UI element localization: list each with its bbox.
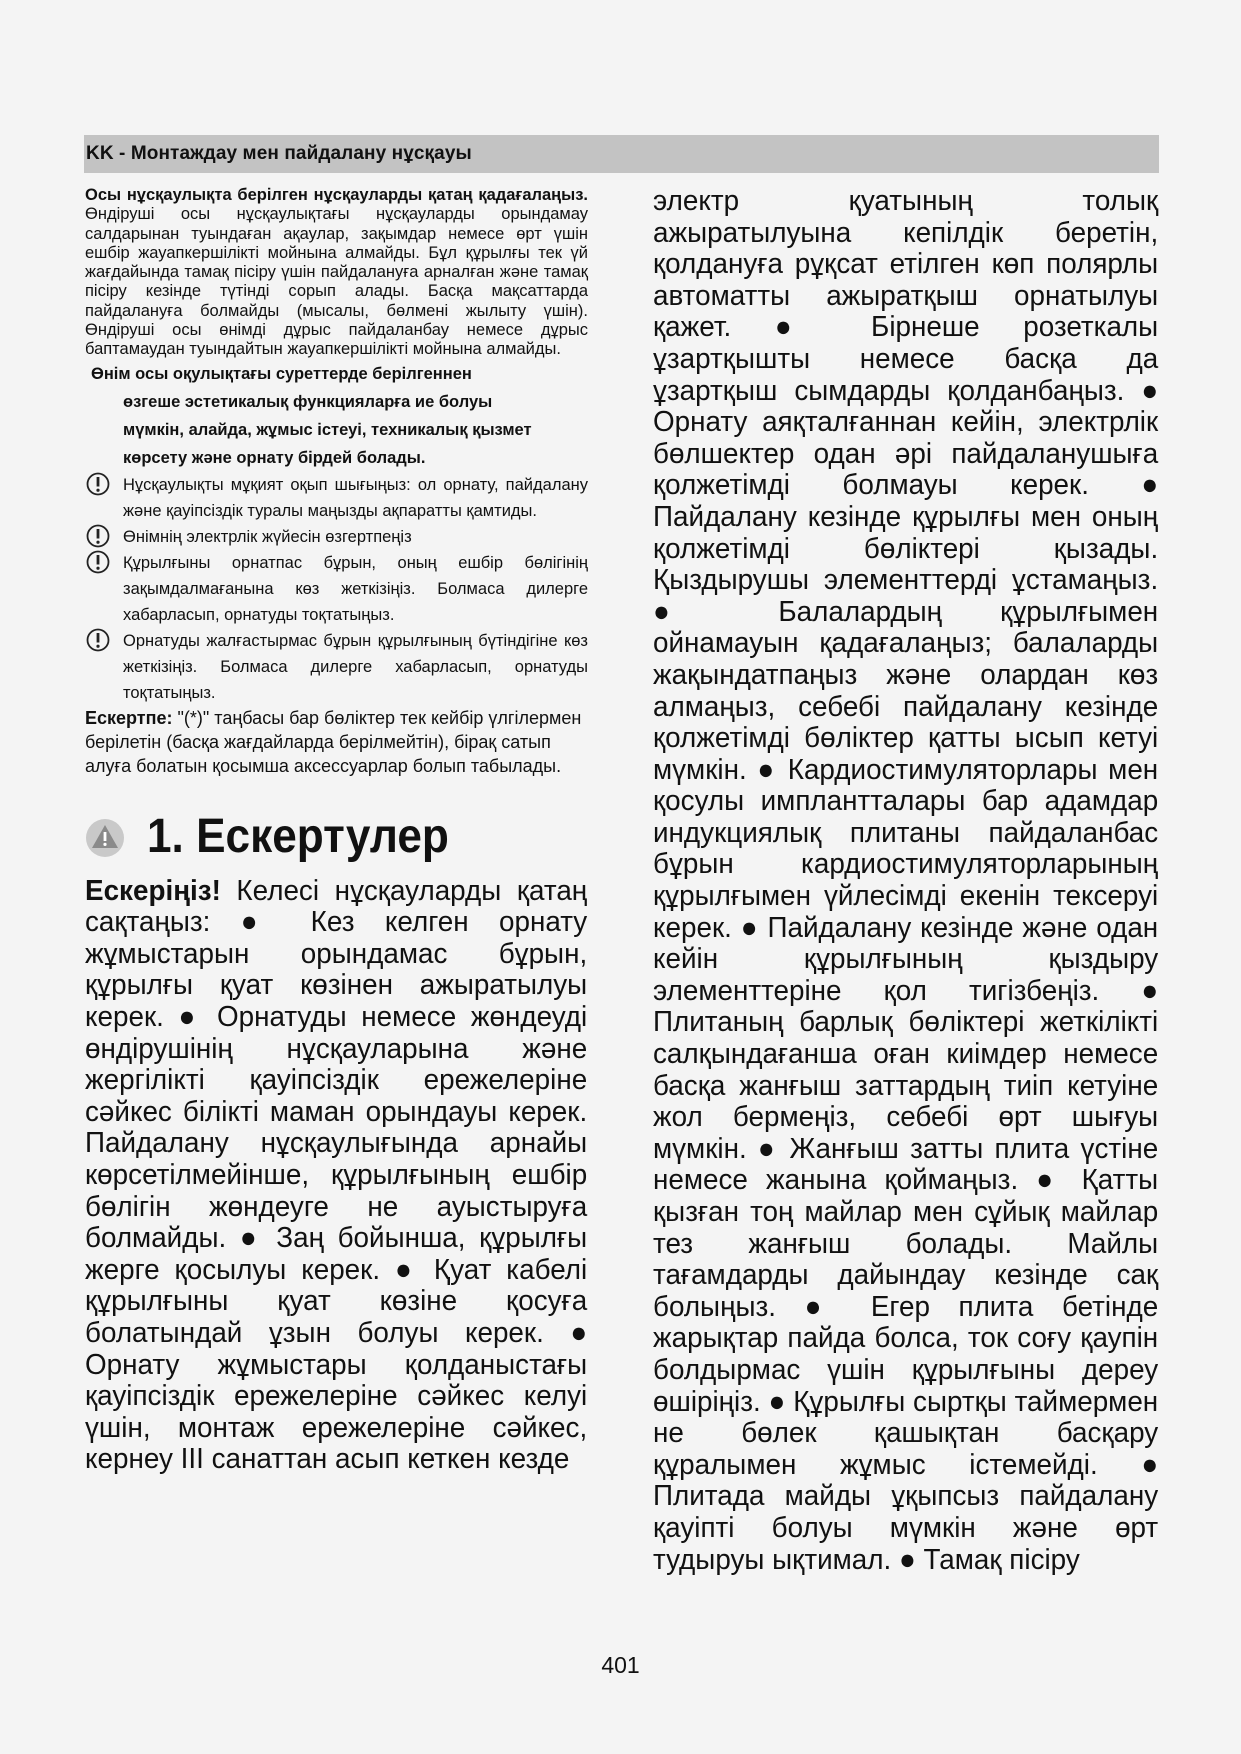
note-paragraph [85, 706, 588, 778]
warning-text-1: Нұсқаулықты мұқият оқып шығыңыз: ол орнату, пайдалану және қауіпсіздік туралы маңызды ақпаратты қамтиды. [123, 475, 588, 520]
header-title: KK - Монтаждау мен пайдалану нұсқауы [86, 143, 472, 164]
exclamation-circle-icon [85, 472, 111, 498]
warning-text-3: Құрылғыны орнатпас бұрын, оның ешбір бөлігінің зақымдалмағанына көз жеткізіңіз. Болмаса дилерге хабарласып, орнатуды тоқтатыңыз. [123, 553, 588, 624]
warning-text-4: Орнатуды жалғастырмас бұрын құрылғының бүтіндігіне көз жеткізіңіз. Болмаса дилерге хабарласып, орнатуды тоқтатыңыз. [123, 631, 588, 702]
product-note-line-1: Өнім осы оқулықтағы суреттерде берілгеннен [91, 364, 472, 383]
intro-bold-lead: Осы нұсқаулықта берілген нұсқауларды қатаң қадағалаңыз. [85, 186, 588, 204]
left-column [85, 186, 588, 1476]
product-note [85, 360, 588, 472]
note-text: "(*)" таңбасы бар бөліктер тек кейбір үлгілермен берілетін (басқа жағдайларда берілмейтін), бірақ сатып алуға болатын қосымша аксессуарлар болып табылады. [85, 707, 582, 776]
exclamation-circle-icon [85, 628, 111, 654]
warning-triangle-icon [85, 818, 125, 858]
product-note-line-4: көрсету және орнату бірдей болады. [123, 448, 426, 467]
section-heading [85, 806, 588, 876]
warning-item-2 [85, 524, 588, 550]
page-number: 401 [601, 1652, 640, 1678]
right-body-text: электр қуатының толық ажыратылуына кепілдік беретін, қолдануға рұқсат етілген көп полярлы автоматты ажыратқыш орнатылуы қажет. ● Бірнеше розеткалы ұзартқышты немесе басқа да ұзартқыш сымдарды қолданбаңыз. ● Орнату аяқталғаннан кейін, электрлік бөлшектер одан әрі пайдаланушыға қолжетімді болмауы керек. ● Пайдалану кезінде құрылғы мен оның қолжетімді бөліктері қызады. Қыздырушы элементтерді ұстамаңыз. ● Балалардың құрылғымен ойнамауын қадағалаңыз; балаларды жақындатпаңыз және олардан көз алмаңыз, себебі пайдалану кезінде қолжетімді бөліктер қатты ысып кетуі мүмкін. ● Кардиостимуляторлары мен қосулы имплантталары бар адамдар индукциялық плитаны пайдаланбас бұрын кардиостимуляторларының құрылғымен үйлесімді екенін тексеруі керек. ● Пайдалану кезінде және одан кейін құрылғының қыздыру элементтеріне қол тигізбеңіз. ● Плитаның барлық бөліктері жеткілікті салқындағанша оған киімдер немесе басқа жанғыш заттардың тиіп кетуіне жол бермеңіз, себебі өрт шығуы мүмкін. ● Жанғыш затты плита үстіне немесе жанына қоймаңыз. ● Қатты қызған тоң майлар мен сұйық майлар тез жанғыш болады. Майлы тағамдарды дайындау кезінде сақ болыңыз. ● Егер плита бетінде жарықтар пайда болса, ток соғу қаупін болдырмас үшін құрылғыны дереу өшіріңіз. ● Құрылғы сыртқы таймермен не бөлек қашықтан басқару құралымен жұмыс істемейді. ● Плитада майды ұқыпсыз пайдалану қауіпті болуы мүмкін және өрт тудыруы ықтимал. ● Тамақ пісіру [653, 185, 1159, 1576]
left-body-content: Келесі нұсқауларды қатаң сақтаңыз: ● Кез келген орнату жұмыстарын орындамас бұрын, құрылғы қуат көзінен ажыратылуы керек. ● Орнатуды немесе жөндеуді өндірушінің нұсқауларына және жергілікті қауіпсіздік ережелеріне сәйкес білікті маман орындауы керек. Пайдалану нұсқаулығында арнайы көрсетілмейінше, құрылғының ешбір бөлігін жөндеуге не ауыстыруға болмайды. ● Заң бойынша, құрылғы жерге қосылуы керек. ● Қуат кабелі құрылғыны қуат көзіне қосуға болатындай ұзын болуы керек. ● Орнату жұмыстары қолданыстағы қауіпсіздік ережелеріне сәйкес келуі үшін, монтаж ережелеріне сәйкес, кернеу III санаттан асып кеткен кезде [85, 874, 588, 1476]
warning-item-4 [85, 628, 588, 706]
section-title: 1. Ескертулер [147, 809, 449, 863]
warning-text-2: Өнімнің электрлік жүйесін өзгертпеңіз [123, 527, 412, 546]
exclamation-circle-icon [85, 524, 111, 550]
intro-text: Өндіруші осы нұсқаулықтағы нұсқауларды орындамау салдарынан туындаған ақаулар, зақымдар немесе өрт үшін ешбір жауапкершілікті мойнына алмайды. Бұл құрылғы тек үй жағдайында тамақ пісіру үшін пайдалануға арналған және тамақ пісіру кезінде түтінді сорып алады. Басқа мақсаттарда пайдалануға болмайды (мысалы, бөлмені жылыту үшін). Өндіруші осы өнімді дұрыс пайдаланбау немесе дұрыс баптамаудан туындайтын жауапкершілікті мойнына алмайды. [85, 205, 588, 359]
exclamation-circle-icon [85, 550, 111, 576]
product-note-line-3: мүмкін, алайда, жұмыс істеуі, техникалық қызмет [123, 420, 532, 439]
left-body-bold-lead: Ескеріңіз! [85, 874, 221, 907]
product-note-line-2: өзгеше эстетикалық функцияларға ие болуы [123, 392, 493, 411]
warning-item-1 [85, 472, 588, 524]
left-body-text [85, 876, 587, 1476]
warning-item-3 [85, 550, 588, 628]
right-column [653, 186, 1159, 1576]
note-label: Ескертпе: [85, 707, 173, 728]
intro-paragraph [85, 186, 588, 360]
header-bar [84, 135, 1159, 173]
